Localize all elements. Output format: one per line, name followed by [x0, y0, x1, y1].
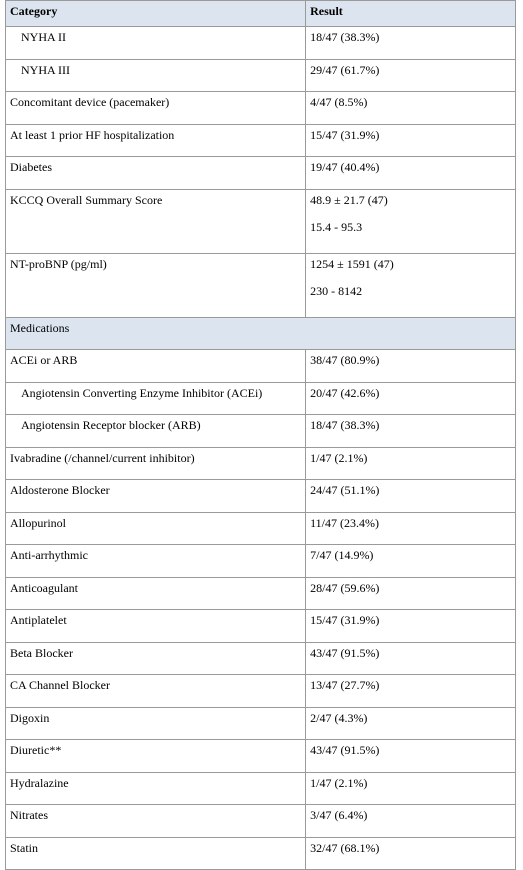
row-category: Nitrates — [6, 805, 306, 838]
row-category: Aldosterone Blocker — [6, 480, 306, 513]
row-category: Diabetes — [6, 157, 306, 190]
row-category: Anticoagulant — [6, 577, 306, 610]
row-category: Angiotensin Receptor blocker (ARB) — [6, 415, 306, 448]
table-row — [6, 805, 516, 838]
row-result: 15/47 (31.9%) — [306, 610, 516, 643]
row-category: Ivabradine (/channel/current inhibitor) — [6, 447, 306, 480]
row-result: 1254 ± 1591 (47) — [310, 256, 394, 271]
row-result: 20/47 (42.6%) — [306, 382, 516, 415]
table-row — [6, 350, 516, 383]
row-result: 29/47 (61.7%) — [306, 59, 516, 92]
table-row — [6, 124, 516, 157]
row-result: 1/47 (2.1%) — [306, 772, 516, 805]
table-row — [6, 157, 516, 190]
row-result: 2/47 (4.3%) — [306, 707, 516, 740]
table-row — [6, 610, 516, 643]
row-category: Antiplatelet — [6, 610, 306, 643]
row-result: 48.9 ± 21.7 (47) — [310, 192, 388, 207]
row-result: 24/47 (51.1%) — [306, 480, 516, 513]
table-row — [6, 675, 516, 708]
row-result: 13/47 (27.7%) — [306, 675, 516, 708]
table-row — [6, 415, 516, 448]
row-category: Anti-arrhythmic — [6, 545, 306, 578]
table-row — [6, 512, 516, 545]
row-category: Diuretic** — [6, 740, 306, 773]
row-range: 230 - 8142 — [310, 283, 363, 298]
row-result: 4/47 (8.5%) — [306, 92, 516, 125]
row-category: NYHA III — [6, 59, 306, 92]
table-row — [6, 480, 516, 513]
table-row — [6, 577, 516, 610]
row-result: 32/47 (68.1%) — [306, 837, 516, 870]
row-category: At least 1 prior HF hospitalization — [6, 124, 306, 157]
row-category: NYHA II — [6, 27, 306, 60]
row-category: Angiotensin Converting Enzyme Inhibitor (ACEi) — [6, 382, 306, 415]
section-header-row — [6, 317, 516, 350]
row-category: Digoxin — [6, 707, 306, 740]
table-row — [6, 707, 516, 740]
table-row — [6, 772, 516, 805]
category-header: Category — [6, 1, 306, 27]
row-category: ACEi or ARB — [6, 350, 306, 383]
table-row — [6, 382, 516, 415]
table-row — [6, 59, 516, 92]
table-row — [6, 92, 516, 125]
table-row — [6, 27, 516, 60]
row-result: 1/47 (2.1%) — [306, 447, 516, 480]
row-result: 7/47 (14.9%) — [306, 545, 516, 578]
result-header: Result — [306, 1, 516, 27]
row-category: Hydralazine — [6, 772, 306, 805]
section-title: Medications — [6, 317, 516, 350]
row-category: Statin — [6, 837, 306, 870]
row-result: 43/47 (91.5%) — [306, 740, 516, 773]
row-category: CA Channel Blocker — [6, 675, 306, 708]
row-result: 18/47 (38.3%) — [306, 27, 516, 60]
row-result: 15/47 (31.9%) — [306, 124, 516, 157]
row-category: Beta Blocker — [6, 642, 306, 675]
table-row — [6, 642, 516, 675]
row-category: KCCQ Overall Summary Score — [6, 189, 306, 253]
row-range: 15.4 - 95.3 — [310, 219, 363, 234]
row-result: 19/47 (40.4%) — [306, 157, 516, 190]
row-category: Allopurinol — [6, 512, 306, 545]
row-result: 18/47 (38.3%) — [306, 415, 516, 448]
results-table — [5, 0, 516, 870]
table-row — [6, 189, 516, 253]
table-row — [6, 447, 516, 480]
row-result: 43/47 (91.5%) — [306, 642, 516, 675]
table-row — [6, 253, 516, 317]
table-header-row — [6, 1, 516, 27]
row-result: 11/47 (23.4%) — [306, 512, 516, 545]
table-row — [6, 740, 516, 773]
row-category: Concomitant device (pacemaker) — [6, 92, 306, 125]
table-row — [6, 837, 516, 870]
row-result: 38/47 (80.9%) — [306, 350, 516, 383]
row-category: NT-proBNP (pg/ml) — [6, 253, 306, 317]
row-result: 28/47 (59.6%) — [306, 577, 516, 610]
row-result: 3/47 (6.4%) — [306, 805, 516, 838]
row-result-cell — [306, 253, 516, 317]
row-result-cell — [306, 189, 516, 253]
table-row — [6, 545, 516, 578]
